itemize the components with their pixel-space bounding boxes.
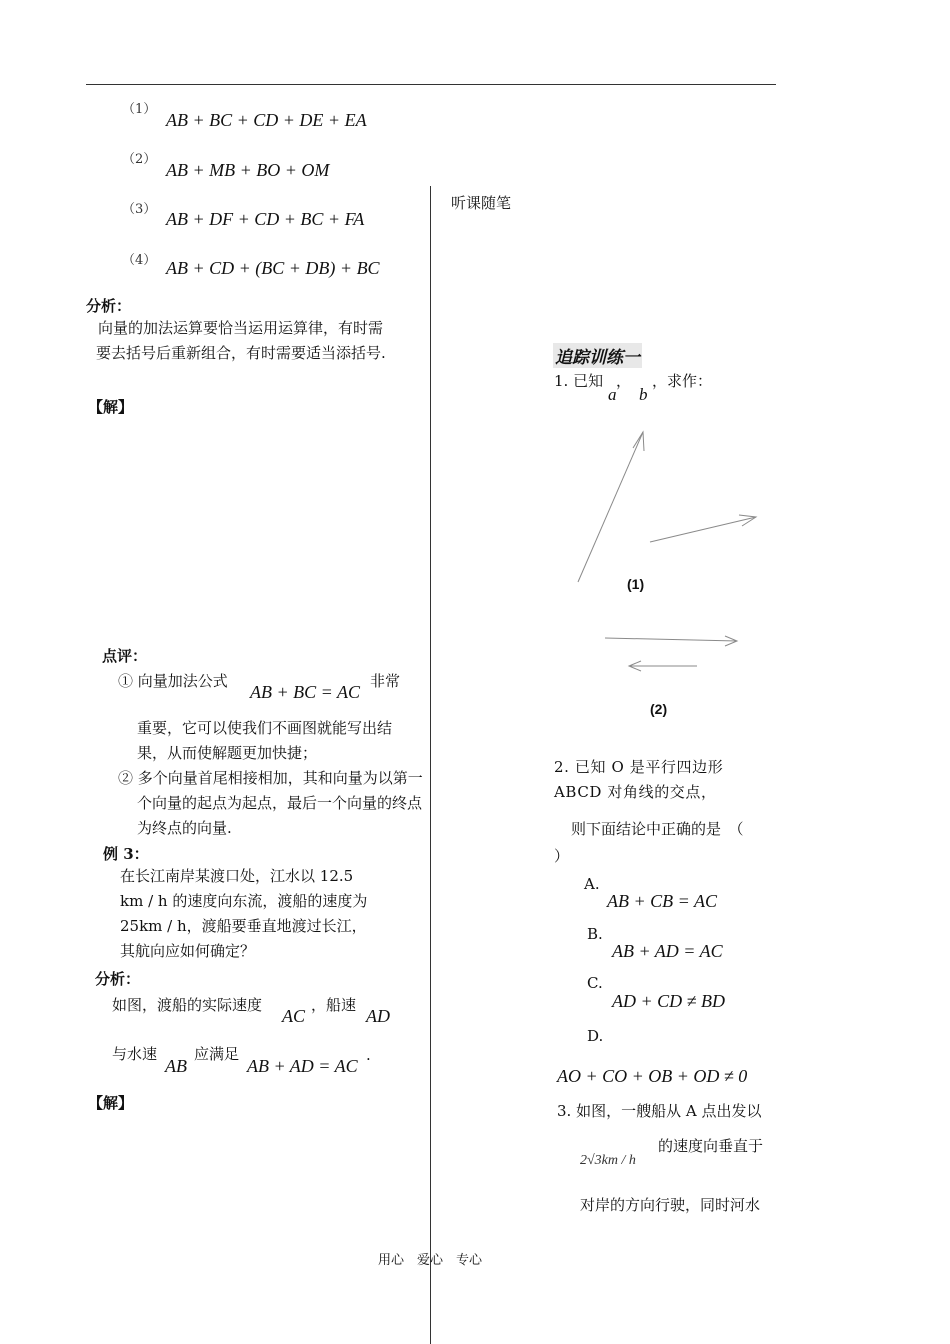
q1-prefix: 1. 已知	[554, 372, 604, 390]
comment-1-suffix: 非常	[370, 672, 401, 690]
comment-1-prefix: ① 向量加法公式	[118, 672, 228, 690]
analysis-text: 向量的加法运算要恰当运用运算律，有时需要去括号后重新组合，有时需要适当添括号.	[96, 319, 386, 362]
analysis-2-mid2: 应满足	[194, 1045, 240, 1063]
option-a-expr: AB + CB = AC	[607, 891, 717, 911]
comment-1-rest: 重要，它可以使我们不画图就能写出结果，从而使解题更加快捷；	[137, 719, 393, 762]
figure-2-arrow-left	[629, 661, 697, 671]
top-rule	[86, 84, 776, 85]
analysis-2-label: 分析：	[95, 970, 141, 988]
solution-label: 【解】	[88, 398, 134, 416]
option-b-label: B.	[587, 925, 603, 943]
exercise-2-number: （2）	[122, 152, 157, 167]
exercise-4-expr: AB + CD + (BC + DB) + BC	[166, 258, 380, 278]
option-d-expr: AO + CO + OB + OD ≠ 0	[557, 1066, 748, 1086]
tracking-title: 追踪训练一	[553, 343, 642, 368]
figure-2-arrow-right	[605, 636, 737, 646]
analysis-2-mid: ，船速	[311, 996, 357, 1014]
example-3-text: 在长江南岸某渡口处，江水以 12.5 km / h 的速度向东流，渡船的速度为 25km / h，渡船要垂直地渡过长江，其航向应如何确定？	[120, 867, 368, 960]
q3-end: 对岸的方向行驶，同时河水	[580, 1196, 761, 1214]
figure-1-arrow-b	[650, 515, 756, 542]
exercise-1-expr: AB + BC + CD + DE + EA	[166, 110, 367, 130]
exercise-3-number: （3）	[122, 202, 157, 217]
figure-2-label: (2)	[650, 701, 668, 717]
analysis-2-ad: AD	[366, 1006, 390, 1026]
example-3-label: 例 3：	[103, 845, 149, 863]
exercise-4-number: （4）	[122, 253, 157, 268]
q1-comma2: ，求作：	[652, 372, 713, 390]
column-divider	[430, 186, 431, 1344]
figure-1	[570, 420, 770, 600]
comment-2: ② 多个向量首尾相接相加，其和向量为以第一个向量的起点为起点，最后一个向量的终点为终点的向量.	[118, 769, 423, 837]
figure-1-arrow-a	[578, 432, 644, 582]
q2-text: 2. 已知 O 是平行四边形 ABCD 对角线的交点，	[554, 758, 724, 801]
footer-text: 用心 爱心 专心	[378, 1253, 483, 1268]
comment-label: 点评：	[102, 647, 148, 665]
q1-vector-b: b	[639, 385, 648, 404]
comment-1-formula: AB + BC = AC	[250, 682, 360, 702]
exercise-2-expr: AB + MB + BO + OM	[166, 160, 330, 180]
option-b-expr: AB + AD = AC	[612, 941, 723, 961]
option-c-expr: AD + CD ≠ BD	[612, 991, 726, 1011]
q3-speed: 2√3km / h	[580, 1153, 636, 1168]
exercise-3-expr: AB + DF + CD + BC + FA	[166, 209, 365, 229]
q3-mid: 的速度向垂直于	[658, 1137, 764, 1155]
option-d-label: D.	[587, 1027, 604, 1045]
option-c-label: C.	[587, 974, 603, 992]
analysis-2-prefix: 如图，渡船的实际速度	[112, 996, 263, 1014]
q1-vector-a: a	[608, 385, 617, 404]
analysis-2-formula: AB + AD = AC	[247, 1056, 358, 1076]
q2-line2: 则下面结论中正确的是 （	[571, 820, 744, 838]
notes-title: 听课随笔	[451, 194, 512, 212]
figure-1-label: (1)	[627, 576, 645, 592]
solution-2-label: 【解】	[88, 1094, 134, 1112]
analysis-2-ab: AB	[165, 1056, 187, 1076]
option-a-label: A.	[584, 875, 600, 893]
exercise-1-number: （1）	[122, 102, 157, 117]
q2-close: ）	[554, 847, 570, 865]
q1-comma1: ，	[616, 372, 632, 390]
analysis-2-end: .	[366, 1046, 371, 1064]
q3-prefix: 3. 如图，一艘船从 A 点出发以	[557, 1102, 762, 1120]
analysis-2-prefix2: 与水速	[112, 1045, 158, 1063]
analysis-2-ac: AC	[282, 1006, 306, 1026]
analysis-label: 分析：	[86, 297, 132, 315]
figure-2	[600, 628, 760, 678]
